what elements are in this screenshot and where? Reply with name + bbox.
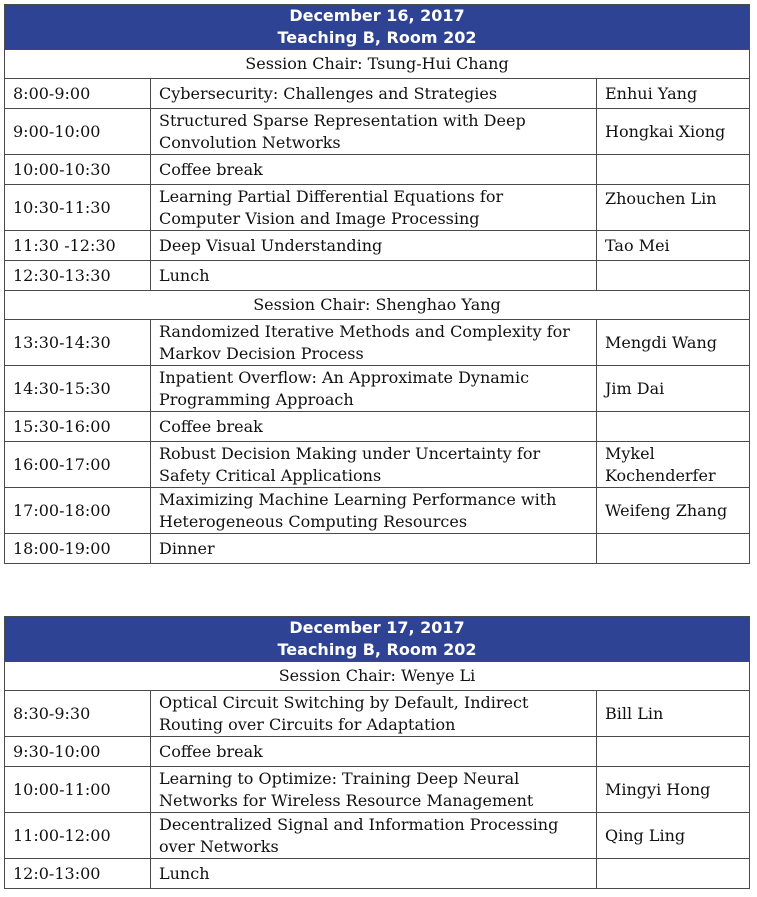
title-line: Inpatient Overflow: An Approximate Dynamic — [159, 367, 530, 387]
speaker-cell — [597, 488, 750, 534]
talk-title-cell — [151, 534, 597, 564]
time-cell: 12:30-13:30 — [5, 261, 151, 291]
speaker-line: Tao Mei — [605, 235, 670, 255]
day-venue: Teaching B, Room 202 — [277, 640, 477, 659]
session-chair-row — [5, 662, 750, 691]
time-cell: 18:00-19:00 — [5, 534, 151, 564]
schedule-table-day-1 — [4, 4, 750, 564]
schedule-table-day-2 — [4, 616, 750, 889]
schedule-row — [5, 534, 750, 564]
title-line: over Networks — [159, 836, 279, 856]
talk-title-cell — [151, 442, 597, 488]
speaker-line: Jim Dai — [605, 378, 665, 398]
speaker-cell — [597, 155, 750, 185]
schedule-row — [5, 366, 750, 412]
talk-title-cell — [151, 691, 597, 737]
title-line: Cybersecurity: Challenges and Strategies — [159, 83, 498, 103]
talk-title-cell — [151, 320, 597, 366]
talk-title-cell — [151, 488, 597, 534]
speaker-line: Mykel — [605, 443, 655, 463]
talk-title-cell — [151, 155, 597, 185]
session-chair: Session Chair: Wenye Li — [5, 662, 750, 691]
talk-title-cell — [151, 412, 597, 442]
schedule-row — [5, 691, 750, 737]
speaker-cell — [597, 366, 750, 412]
talk-title-cell — [151, 79, 597, 109]
schedule-row — [5, 737, 750, 767]
speaker-line: Qing Ling — [605, 825, 686, 845]
speaker-cell — [597, 534, 750, 564]
speaker-cell — [597, 109, 750, 155]
title-line: Coffee break — [159, 416, 263, 436]
title-line: Coffee break — [159, 159, 263, 179]
schedule-row — [5, 859, 750, 889]
talk-title-cell — [151, 366, 597, 412]
title-line: Decentralized Signal and Information Processing — [159, 814, 559, 834]
time-cell: 14:30-15:30 — [5, 366, 151, 412]
time-cell: 17:00-18:00 — [5, 488, 151, 534]
title-line: Dinner — [159, 538, 215, 558]
speaker-line: Mengdi Wang — [605, 332, 717, 352]
day-venue: Teaching B, Room 202 — [277, 28, 477, 47]
speaker-cell — [597, 231, 750, 261]
session-chair: Session Chair: Shenghao Yang — [5, 291, 750, 320]
day-date: December 17, 2017 — [289, 618, 465, 637]
title-line: Optical Circuit Switching by Default, Indirect — [159, 692, 529, 712]
schedule-row — [5, 261, 750, 291]
speaker-cell — [597, 691, 750, 737]
speaker-line: Enhui Yang — [605, 83, 698, 103]
talk-title-cell — [151, 261, 597, 291]
title-line: Learning to Optimize: Training Deep Neural — [159, 768, 520, 788]
speaker-cell — [597, 261, 750, 291]
time-cell: 12:0-13:00 — [5, 859, 151, 889]
schedule-row — [5, 412, 750, 442]
speaker-line: Bill Lin — [605, 703, 664, 723]
talk-title-cell — [151, 737, 597, 767]
day-date: December 16, 2017 — [289, 6, 465, 25]
session-chair-row — [5, 291, 750, 320]
schedule-row — [5, 231, 750, 261]
title-line: Programming Approach — [159, 389, 354, 409]
session-chair: Session Chair: Tsung-Hui Chang — [5, 50, 750, 79]
schedule-row — [5, 320, 750, 366]
title-line: Structured Sparse Representation with Deep — [159, 110, 526, 130]
speaker-line: Kochenderfer — [605, 465, 716, 485]
speaker-line: Weifeng Zhang — [605, 500, 728, 520]
schedule-row — [5, 767, 750, 813]
time-cell: 9:30-10:00 — [5, 737, 151, 767]
time-cell: 10:30-11:30 — [5, 185, 151, 231]
title-line: Safety Critical Applications — [159, 465, 382, 485]
title-line: Maximizing Machine Learning Performance with — [159, 489, 557, 509]
talk-title-cell — [151, 185, 597, 231]
schedule-row — [5, 109, 750, 155]
title-line: Routing over Circuits for Adaptation — [159, 714, 456, 734]
speaker-line: Zhouchen Lin — [605, 189, 717, 208]
schedule-row — [5, 813, 750, 859]
talk-title-cell — [151, 859, 597, 889]
speaker-cell — [597, 320, 750, 366]
time-cell: 13:30-14:30 — [5, 320, 151, 366]
time-cell: 15:30-16:00 — [5, 412, 151, 442]
speaker-cell — [597, 813, 750, 859]
speaker-cell — [597, 79, 750, 109]
speaker-line: Mingyi Hong — [605, 779, 711, 799]
talk-title-cell — [151, 767, 597, 813]
day-header — [5, 5, 750, 50]
time-cell: 11:30 -12:30 — [5, 231, 151, 261]
title-line: Robust Decision Making under Uncertainty for — [159, 443, 541, 463]
day-header-cell — [5, 5, 750, 50]
title-line: Convolution Networks — [159, 132, 341, 152]
schedule-row — [5, 155, 750, 185]
talk-title-cell — [151, 231, 597, 261]
title-line: Lunch — [159, 265, 210, 285]
speaker-cell — [597, 767, 750, 813]
title-line: Heterogeneous Computing Resources — [159, 511, 468, 531]
time-cell: 16:00-17:00 — [5, 442, 151, 488]
talk-title-cell — [151, 109, 597, 155]
title-line: Deep Visual Understanding — [159, 235, 383, 255]
session-chair-row — [5, 50, 750, 79]
speaker-cell — [597, 737, 750, 767]
speaker-cell — [597, 412, 750, 442]
time-cell: 10:00-11:00 — [5, 767, 151, 813]
day-header-cell — [5, 617, 750, 662]
speaker-line: Hongkai Xiong — [605, 121, 726, 141]
talk-title-cell — [151, 813, 597, 859]
time-cell: 11:00-12:00 — [5, 813, 151, 859]
time-cell: 8:30-9:30 — [5, 691, 151, 737]
time-cell: 8:00-9:00 — [5, 79, 151, 109]
title-line: Randomized Iterative Methods and Complexity for — [159, 321, 570, 341]
title-line: Learning Partial Differential Equations for — [159, 186, 504, 206]
time-cell: 9:00-10:00 — [5, 109, 151, 155]
schedule-row — [5, 442, 750, 488]
title-line: Markov Decision Process — [159, 343, 364, 363]
schedule-row — [5, 488, 750, 534]
title-line: Networks for Wireless Resource Management — [159, 790, 534, 810]
title-line: Lunch — [159, 863, 210, 883]
speaker-cell — [597, 442, 750, 488]
speaker-cell — [597, 859, 750, 889]
day-header — [5, 617, 750, 662]
title-line: Computer Vision and Image Processing — [159, 208, 480, 228]
speaker-cell — [597, 185, 750, 231]
schedule-row — [5, 185, 750, 231]
schedule-row — [5, 79, 750, 109]
title-line: Coffee break — [159, 741, 263, 761]
time-cell: 10:00-10:30 — [5, 155, 151, 185]
